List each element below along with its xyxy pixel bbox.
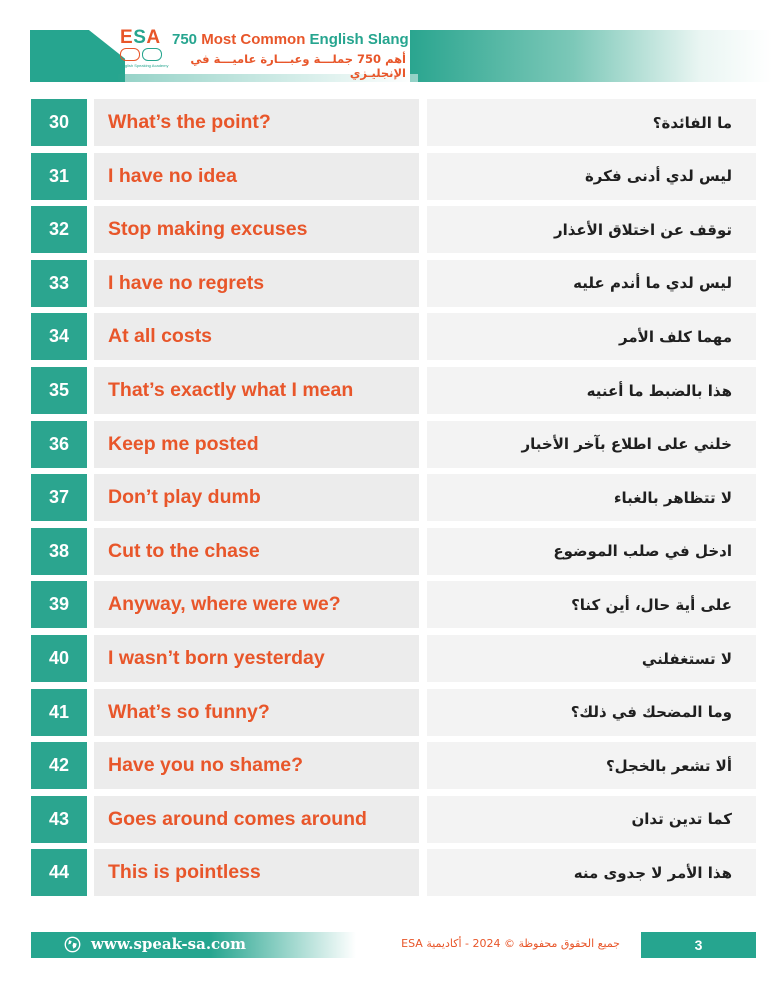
arabic-translation: ليس لدي أدنى فكرة [427, 153, 756, 200]
row-number: 41 [31, 689, 87, 736]
speech-bubble-icon [142, 48, 162, 61]
arabic-translation: ما الفائدة؟ [427, 99, 756, 146]
table-row [31, 206, 756, 253]
table-row [31, 421, 756, 468]
row-number: 39 [31, 581, 87, 628]
row-number: 33 [31, 260, 87, 307]
english-phrase: Stop making excuses [94, 206, 419, 253]
row-number: 31 [31, 153, 87, 200]
row-number: 36 [31, 421, 87, 468]
english-phrase: Cut to the chase [94, 528, 419, 575]
table-row [31, 474, 756, 521]
website-link[interactable]: www.speak-sa.com [91, 935, 247, 953]
row-number: 35 [31, 367, 87, 414]
copyright-text: جميع الحقوق محفوظة © 2024 - أكاديمية ESA [401, 937, 620, 950]
arabic-translation: ألا تشعر بالخجل؟ [427, 742, 756, 789]
arabic-translation: هذا الأمر لا جدوى منه [427, 849, 756, 896]
english-phrase: This is pointless [94, 849, 419, 896]
english-phrase: I have no idea [94, 153, 419, 200]
page-title: 750 Most Common English Slang [172, 31, 409, 48]
arabic-translation: مهما كلف الأمر [427, 313, 756, 360]
arabic-translation: توقف عن اختلاق الأعذار [427, 206, 756, 253]
english-phrase: Don’t play dumb [94, 474, 419, 521]
arabic-translation: لا تستغفلني [427, 635, 756, 682]
row-number: 40 [31, 635, 87, 682]
arabic-translation: ليس لدي ما أندم عليه [427, 260, 756, 307]
header-left-band [30, 30, 125, 82]
english-phrase: Goes around comes around [94, 796, 419, 843]
english-phrase: What’s the point? [94, 99, 419, 146]
english-phrase: I have no regrets [94, 260, 419, 307]
english-phrase: That’s exactly what I mean [94, 367, 419, 414]
table-row [31, 367, 756, 414]
arabic-translation: على أية حال، أين كنا؟ [427, 581, 756, 628]
table-row [31, 635, 756, 682]
table-row [31, 153, 756, 200]
english-phrase: Have you no shame? [94, 742, 419, 789]
arabic-translation: هذا بالضبط ما أعنيه [427, 367, 756, 414]
arabic-translation: ادخل في صلب الموضوع [427, 528, 756, 575]
page-number: 3 [641, 932, 756, 958]
english-phrase: I wasn’t born yesterday [94, 635, 419, 682]
row-number: 30 [31, 99, 87, 146]
english-phrase: At all costs [94, 313, 419, 360]
arabic-translation: وما المضحك في ذلك؟ [427, 689, 756, 736]
esa-logo: ESA English Speaking Academy [120, 27, 169, 68]
table-row [31, 849, 756, 896]
row-number: 42 [31, 742, 87, 789]
arabic-translation: كما تدين تدان [427, 796, 756, 843]
row-number: 32 [31, 206, 87, 253]
table-row [31, 581, 756, 628]
row-number: 43 [31, 796, 87, 843]
table-row [31, 742, 756, 789]
globe-icon [64, 936, 81, 953]
row-number: 44 [31, 849, 87, 896]
table-row [31, 689, 756, 736]
arabic-translation: خلني على اطلاع بآخر الأخبار [427, 421, 756, 468]
row-number: 37 [31, 474, 87, 521]
table-row [31, 313, 756, 360]
row-number: 38 [31, 528, 87, 575]
table-row [31, 99, 756, 146]
table-row [31, 528, 756, 575]
table-row [31, 260, 756, 307]
table-row [31, 796, 756, 843]
arabic-translation: لا تتظاهر بالغباء [427, 474, 756, 521]
english-phrase: Anyway, where were we? [94, 581, 419, 628]
row-number: 34 [31, 313, 87, 360]
english-phrase: Keep me posted [94, 421, 419, 468]
header-right-band [410, 30, 772, 82]
speech-bubble-icon [120, 48, 140, 61]
english-phrase: What’s so funny? [94, 689, 419, 736]
page-subtitle-ar: أهم 750 جملـــة وعبـــارة عاميـــة في الإنجليـزي [190, 52, 406, 80]
